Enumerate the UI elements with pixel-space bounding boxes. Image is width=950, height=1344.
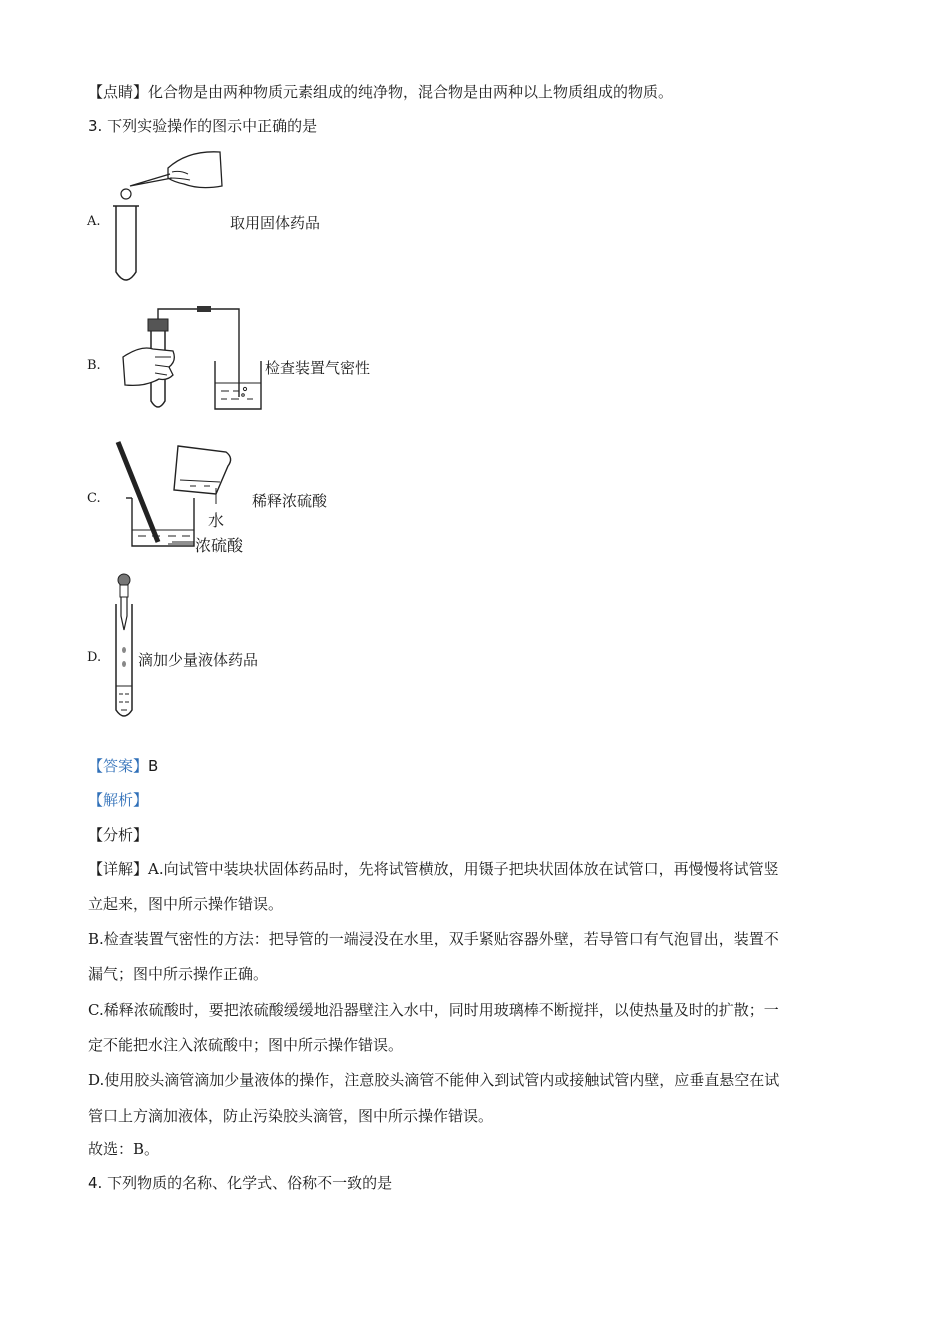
- answer-tag: 【答案】: [88, 757, 149, 775]
- option-a-letter: A.: [87, 214, 101, 229]
- conclusion-line: 故选：B。: [88, 1140, 160, 1158]
- option-b-label: 检查装置气密性: [265, 359, 371, 377]
- detail-line: 管口上方滴加液体，防止污染胶头滴管，图中所示操作错误。: [88, 1107, 494, 1125]
- answer-value: B: [148, 757, 159, 775]
- detail-line: C.稀释浓硫酸时，要把浓硫酸缓缓地沿器壁注入水中，同时用玻璃棒不断搅拌，以使热量及时的扩散；一: [88, 1001, 779, 1019]
- option-b-letter: B.: [87, 358, 101, 373]
- option-c-letter: C.: [87, 491, 101, 506]
- option-c-water-label: 水: [208, 511, 225, 530]
- detail-line: 【详解】A.向试管中装块状固体药品时，先将试管横放，用镊子把块状固体放在试管口，再慢慢将试管竖: [88, 860, 779, 878]
- answer-line: [88, 755, 158, 776]
- dianjing-note: 【点睛】化合物是由两种物质元素组成的纯净物，混合物是由两种以上物质组成的物质。: [88, 83, 674, 101]
- fenxi-tag: 【分析】: [88, 826, 149, 844]
- option-d-letter: D.: [87, 650, 102, 665]
- detail-line: B.检查装置气密性的方法：把导管的一端浸没在水里，双手紧贴容器外壁，若导管口有气泡冒出，装置不: [88, 930, 779, 948]
- option-c-label: 稀释浓硫酸: [252, 492, 328, 510]
- detail-line: 定不能把水注入浓硫酸中；图中所示操作错误。: [88, 1036, 404, 1054]
- detail-line: 立起来，图中所示操作错误。: [88, 895, 284, 913]
- option-c-acid-label: 浓硫酸: [195, 536, 244, 555]
- option-d-label: 滴加少量液体药品: [138, 651, 259, 669]
- question-4-stem: 4. 下列物质的名称、化学式、俗称不一致的是: [88, 1174, 393, 1192]
- detail-line: D.使用胶头滴管滴加少量液体的操作，注意胶头滴管不能伸入到试管内或接触试管内壁，应垂直悬空在试: [88, 1071, 780, 1089]
- question-3-stem: 3. 下列实验操作的图示中正确的是: [88, 117, 318, 135]
- option-a-label: 取用固体药品: [230, 214, 321, 232]
- option-b-figure: [115, 305, 265, 415]
- detail-line: 漏气；图中所示操作正确。: [88, 965, 269, 983]
- option-d-figure: [110, 570, 150, 725]
- option-a-figure: [108, 148, 228, 288]
- analysis-tag: 【解析】: [88, 791, 149, 809]
